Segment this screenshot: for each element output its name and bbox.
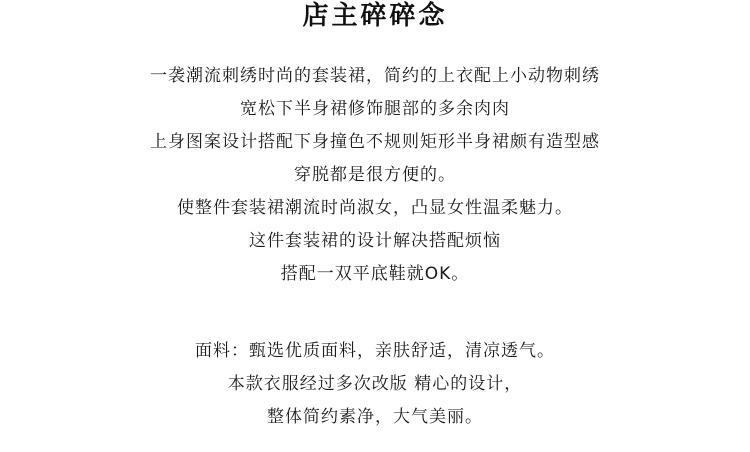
fabric-line: 本款衣服经过多次改版 精心的设计， (227, 374, 523, 394)
fabric-line: 整体简约素净，大气美丽。 (267, 407, 483, 427)
description-line: 使整件套装裙潮流时尚淑女，凸显女性温柔魅力。 (177, 198, 573, 218)
fabric-line: 面料：甄选优质面料，亲肤舒适，清凉透气。 (195, 341, 555, 361)
page-title: 店主碎碎念 (302, 1, 448, 31)
description-line: 穿脱都是很方便的。 (294, 165, 456, 185)
fabric-paragraph (0, 335, 750, 434)
description-line: 上身图案设计搭配下身撞色不规则矩形半身裙颇有造型感 (150, 132, 600, 152)
description-line: 搭配一双平底鞋就OK。 (280, 264, 470, 284)
description-paragraph (0, 60, 750, 291)
description-line: 一袭潮流刺绣时尚的套装裙，简约的上衣配上小动物刺绣 (150, 66, 600, 86)
description-line: 宽松下半身裙修饰腿部的多余肉肉 (240, 99, 510, 119)
description-line: 这件套装裙的设计解决搭配烦恼 (249, 231, 501, 251)
